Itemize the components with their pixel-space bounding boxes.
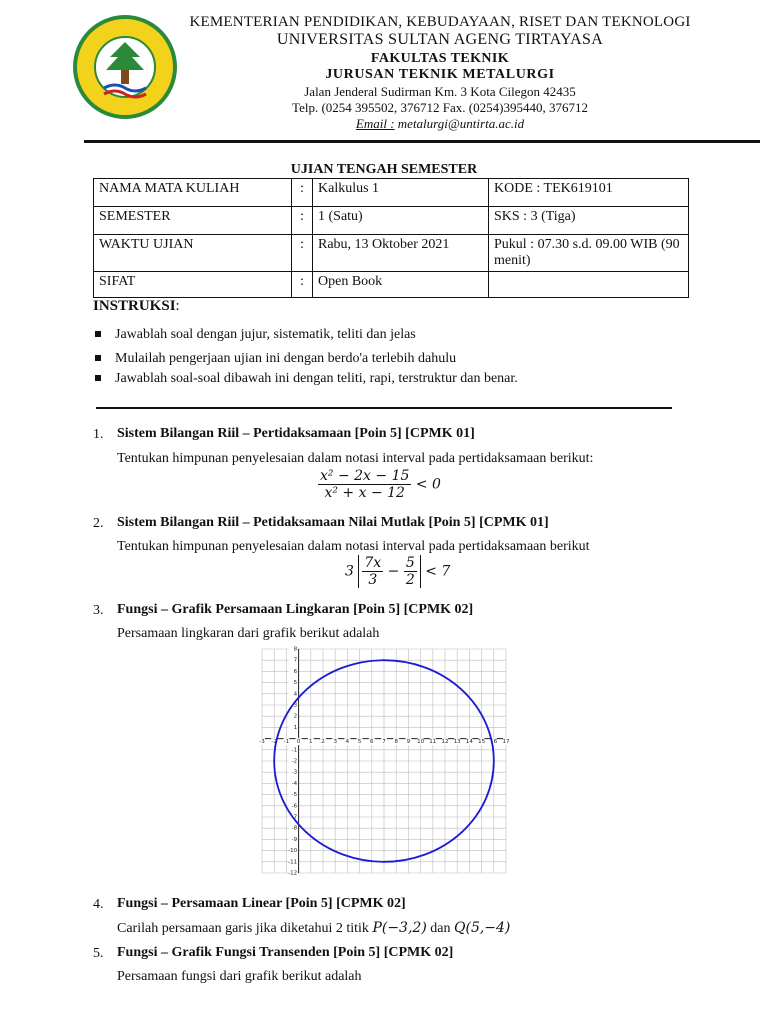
table-cell: Pukul : 07.30 s.d. 09.00 WIB (90 menit) [489, 235, 689, 272]
question-number: 2. [93, 516, 104, 531]
question-text: Persamaan fungsi dari grafik berikut adalah [117, 969, 362, 984]
exam-info-table [93, 178, 689, 298]
university-logo [70, 12, 180, 122]
x-tick-label: 10 [417, 739, 425, 746]
x-tick-label: -2 [271, 739, 277, 746]
table-cell: SIFAT [94, 272, 292, 298]
x-tick-label: -3 [259, 739, 265, 746]
faculty-name: FAKULTAS TEKNIK [370, 51, 510, 66]
table-row [94, 179, 689, 207]
table-cell: SEMESTER [94, 207, 292, 235]
y-tick-label: 7 [293, 657, 298, 664]
y-tick-label: 5 [293, 680, 298, 687]
email-line [180, 116, 700, 132]
y-tick-label: 3 [293, 702, 298, 709]
email-address[interactable]: metalurgi@untirta.ac.id [397, 116, 525, 131]
table-cell [489, 272, 689, 298]
x-tick-label: 15 [478, 739, 486, 746]
x-tick-label: -1 [283, 739, 290, 746]
department-name: JURUSAN TEKNIK METALURGI [325, 67, 555, 82]
x-tick-label: 0 [296, 739, 301, 746]
y-tick-label: 2 [293, 713, 298, 720]
table-cell: Kalkulus 1 [313, 179, 489, 207]
x-tick-label: 17 [502, 739, 510, 746]
table-row [94, 272, 689, 298]
y-tick-label: 4 [293, 691, 298, 698]
question-heading: Fungsi – Persamaan Linear [Poin 5] [CPMK 02] [117, 896, 406, 911]
table-cell: : [292, 272, 313, 298]
point-q: Q(5,−4) [454, 920, 511, 936]
table-cell: WAKTU UJIAN [94, 235, 292, 272]
bullet-icon [95, 331, 101, 337]
table-cell: : [292, 235, 313, 272]
question-text: Tentukan himpunan penyelesaian dalam notasi interval pada pertidaksamaan berikut: [117, 451, 594, 466]
x-tick-label: 7 [382, 739, 386, 746]
table-cell: NAMA MATA KULIAH [94, 179, 292, 207]
letterhead-divider [84, 140, 760, 143]
table-row [94, 207, 689, 235]
phone-fax: Telp. (0254 395502, 376712 Fax. (0254)395440, 376712 [292, 100, 588, 115]
y-tick-label: -10 [288, 848, 298, 855]
table-cell: Open Book [313, 272, 489, 298]
x-tick-label: 2 [321, 739, 325, 746]
circle-graph [258, 645, 510, 877]
inequality-2: 3 $\frac{7x}{3}$ − $\frac{5}{2}$ < 7 [345, 555, 451, 588]
y-tick-label: -8 [291, 825, 298, 832]
x-tick-label: 4 [345, 739, 350, 746]
x-tick-label: 9 [406, 739, 411, 746]
x-tick-label: 13 [453, 739, 461, 746]
question-text: Tentukan himpunan penyelesaian dalam notasi interval pada pertidaksamaan berikut [117, 539, 590, 554]
y-tick-label: 6 [293, 668, 298, 675]
inequality-1: $\frac{\text{x² − 2x − 15}}{\text{x² + x − 12}}$ < 0 [320, 468, 441, 501]
section-divider [96, 407, 672, 409]
x-tick-label: 6 [370, 739, 374, 746]
email-label: Email : [355, 116, 395, 131]
list-item: Jawablah soal dengan jujur, sistematik, teliti dan jelas [95, 327, 416, 343]
question-text: Carilah persamaan garis jika diketahui 2 titik P(−3,2) dan Q(5,−4) [117, 920, 511, 936]
question-heading: Fungsi – Grafik Fungsi Transenden [Poin 5] [CPMK 02] [117, 945, 454, 960]
bullet-icon [95, 355, 101, 361]
y-tick-label: -4 [291, 780, 298, 787]
x-tick-label: 5 [357, 739, 362, 746]
question-heading: Sistem Bilangan Riil – Petidaksamaan Nilai Mutlak [Poin 5] [CPMK 01] [117, 515, 549, 530]
table-cell: SKS : 3 (Tiga) [489, 207, 689, 235]
y-tick-label: -6 [291, 803, 298, 810]
exam-title: UJIAN TENGAH SEMESTER [290, 162, 478, 177]
question-heading: Fungsi – Grafik Persamaan Lingkaran [Poin 5] [CPMK 02] [117, 602, 474, 617]
university-name: UNIVERSITAS SULTAN AGENG TIRTAYASA [276, 31, 604, 48]
table-row [94, 235, 689, 272]
ministry-name: KEMENTERIAN PENDIDIKAN, KEBUDAYAAN, RISET DAN TEKNOLOGI [189, 14, 691, 30]
table-cell: : [292, 179, 313, 207]
y-tick-label: -2 [291, 758, 298, 765]
y-tick-label: -9 [291, 836, 298, 843]
x-tick-label: 8 [394, 739, 398, 746]
x-tick-label: 11 [429, 739, 437, 746]
x-tick-label: 12 [441, 739, 449, 746]
list-item: Mulailah pengerjaan ujian ini dengan berdo'a terlebih dahulu [95, 351, 456, 367]
table-cell: : [292, 207, 313, 235]
y-tick-label: 8 [293, 646, 298, 653]
table-cell: Rabu, 13 Oktober 2021 [313, 235, 489, 272]
y-tick-label: 1 [293, 724, 298, 731]
bullet-icon [95, 375, 101, 381]
instructions-heading: INSTRUKSI: [93, 298, 180, 314]
address: Jalan Jenderal Sudirman Km. 3 Kota Cilegon 42435 [304, 84, 576, 99]
x-tick-label: 1 [309, 739, 313, 746]
point-p: P(−3,2) [372, 920, 427, 936]
x-tick-label: 16 [490, 739, 498, 746]
y-tick-label: -1 [291, 747, 298, 754]
y-tick-label: -7 [291, 814, 298, 821]
table-cell: 1 (Satu) [313, 207, 489, 235]
y-tick-label: -3 [291, 769, 298, 776]
x-tick-label: 3 [333, 739, 337, 746]
y-tick-label: -11 [288, 859, 298, 866]
list-item: Jawablah soal-soal dibawah ini dengan teliti, rapi, terstruktur dan benar. [95, 371, 518, 387]
question-number: 5. [93, 946, 104, 961]
y-tick-label: -5 [291, 792, 298, 799]
question-number: 3. [93, 603, 104, 618]
table-cell: KODE : TEK619101 [489, 179, 689, 207]
question-number: 1. [93, 427, 104, 442]
question-text: Persamaan lingkaran dari grafik berikut adalah [117, 626, 380, 641]
question-heading: Sistem Bilangan Riil – Pertidaksamaan [Poin 5] [CPMK 01] [117, 426, 475, 441]
question-number: 4. [93, 897, 104, 912]
x-tick-label: 14 [465, 739, 473, 746]
y-tick-label: -12 [288, 870, 298, 877]
